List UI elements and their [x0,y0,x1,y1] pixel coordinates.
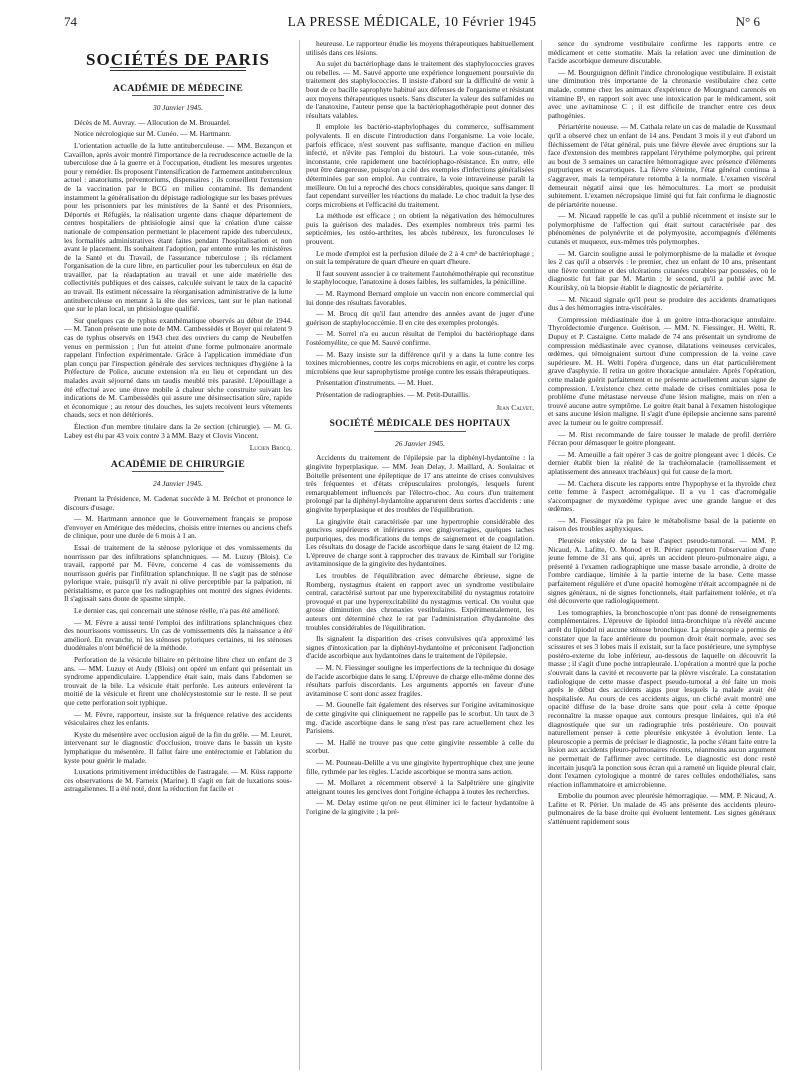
column-2 [306,40,534,1070]
paragraph: — M. Brocq dit qu'il faut attendre des années avant de juger d'une guérison de staphylococcémie. Il en cite des exemples prolongés. [306,309,534,327]
page-number: 74 [64,14,77,29]
paragraph: Ils signalent la disparition des crises convulsives qu'a approximé les signes d'intoxication par la diphényl-hydantoïne et préconisent l'adjonction d'acide ascorbique aux hydantoïnes dans le traitement de l'épilepsie. [306,634,534,661]
paragraph: — M. Bazy insiste sur la différence qu'il y a dans la lutte contre les toxines microbiennes, contre les corps microbiens en agir, et contre les corps microbiens que leur saprophytisme protège contre les essais thérapeutiques. [306,349,534,376]
paragraph: Embolie du poumon avec pleurésie hémorragique. — MM. P. Nicaud, A. Lafitte et R. Périer. Un malade de 45 ans présente des accidents pleuro-pulmonaires de la base droite qui évoluent lentement. Les signes généraux s'atténuent rapidement sous [548,791,776,827]
paragraph: — M. Hartmann annonce que le Gouvernement français se propose d'envoyer en Amérique des médecins, choisis entre internes ou anciens chefs de clinique, pour une durée de 6 mois à 1 an. [64,514,292,541]
paragraph: Pleurésie enkystée de la base d'aspect pseudo-tumoral. — MM. P. Nicaud, A. Lafitte, O. Monod et R. Périer rapportent l'observation d'une jeune femme de 31 ans qui, après un accident pleuro-pulmonaire aigu, a présenté à l'examen radiographique une masse basale arrondie, à droite de l'ombre cardiaque, limitée à la partie interne de la base. Cette masse parfaitement régulière et d'une opacité homogène n'était accompagnée ni de signes généraux, ni de signes fonctionnels, était parfaitement tolérée, et n'a été découverte que radiologiquement. [548,536,776,606]
paragraph: sence du syndrome vestibulaire confirme les rapports entre ce médicament et cette stomatite. Mais la relation avec une diminution de l'acide ascorbique demeure discutable. [548,40,776,66]
paragraph: — M. Cachera discute les rapports entre l'hypophyse et la thyroïde chez cette femme à l'aspect acromégalique. Il a vu 1 cas d'acromégalie s'accompagner de myxœdème typique avec une grande langue et des œdèmes. [548,478,776,514]
column-1 [64,40,292,1070]
column-divider [299,40,300,1070]
section-title-smh: SOCIÉTÉ MÉDICALE DES HOPITAUX [329,418,511,430]
paragraph: Kyste du mésentère avec occlusion aiguë de la fin du grêle. — M. Leuret, intervenant sur le diagnostic d'occlusion, trouve dans le bassin un kyste lymphatique du mésentère. Il fallut faire une entérectomie et l'ablation du kyste pour guérir le malade. [64,729,292,765]
session-date: 30 Janvier 1945. [153,103,203,113]
paragraph: Élection d'un membre titulaire dans la 2e section (chirurgie). — M. G. Labey est élu par 43 voix contre 3 à MM. Bazy et Clovis Vincent. [64,421,292,440]
paragraph: Sur quelques cas de typhus exanthématique observés au début de 1944. — M. Tanon présente une note de MM. Cambessèdès et Boyer qui relatent 9 cas de typhus observés en 1943 chez des ouvriers du camp de Neubelfen venus en permission ; l'un fut atteint d'une forme pulmonaire anormale rappelant l'infection expérimentale. Grâce à l'application immédiate d'un plan conçu par l'inspection générale des services techniques d'hygiène à la Préfecture de Police, aucune extension n'a eu lieu et cependant un des malades avait séjourné dans un taudis meublé très parasité. L'épouillage a été effectué avec une étuve mobile à chaleur sèche construite suivant les indications de M. Cambessèdès qui assure une désinsectisation sûre, rapide et économique ; au retour des douches, les sujets recoivent leurs vêtements chauds, secs et non détériorés. [64,315,292,420]
paragraph: — M. Hallé ne trouve pas que cette gingivite ressemble à celle du scorbut. [306,737,534,756]
paragraph: — M. Delay estime qu'on ne peut éliminer ici le facteur hydantoïne à l'origine de la gingivite ; la pré- [306,798,534,816]
paragraph: Présentation de radiographies. — M. Petit-Dutaillis. [316,389,470,399]
paragraph: Prenant la Présidence, M. Cadenat succède à M. Bréchot et prononce le discours d'usage. [64,493,292,512]
paragraph: — M. Fèvre, rapporteur, insiste sur la fréquence relative des accidents vésiculaires chez les enfants. [64,709,292,728]
paragraph: Luxations primitivement irréductibles de l'astragale. — M. Küss rapporte ces observations de M. Farneix (Marine). Il s'agit en fait de luxations sous-astragaliennes. Il a été noté, dont la réduction fut facile et [64,767,292,794]
main-title: SOCIÉTÉS DE PARIS [86,50,270,69]
paragraph: — M. Pouneau-Delille a vu une gingivite hypertrophique chez une jeune fille, rythmée par les règles. L'acide ascorbique se montra sans action. [306,757,534,776]
session-date: 24 Janvier 1945. [153,479,203,489]
signature: Lucien Brocq. [249,443,292,453]
paragraph: Compression médiastinale due à un goitre intra-thoracique annulaire. Thyroïdectomie d'urgence. Guérison. — MM. N. Fiessinger, H. Welti, R. Dupuy et P. Castaigne. Cette malade de 74 ans présentait un syndrome de compression médiastinale avec cyanose, dilatations veineuses cervicales, œdèmes, qui témoignaient surtout d'une compression de la veine cave supérieure. M. H. Welti l'opéra d'urgence, dans un état particulièrement grave d'asphyxie. Il retira un goitre thoracique annulaire. Après l'opération, cette malade guérit parfaitement et ne présente actuellement aucun signe de compression. L'existence chez cette malade de crises comitiales posa le problème d'une métastase nerveuse d'une lésion maligne, mais on n'en a trouvé aucune autre symptôme. Le goitre était banal à l'examen histologique et sans aucune lésion maligne. Il s'agit d'une épilepsie ancienne sans parenté avec la tumeur ou le goitre compressif. [548,314,776,427]
paragraph: — M. Bourguignon définit l'indice chronologique vestibulaire. Il existait une diminution très importante de la chronaxie vestibulaire chez cette malade, comme chez les animaux d'expérience de Mourgnand carencés en vitamine B¹, en rapport soit avec une intoxication par le médicament, soit avec une avitaminose C ; il est difficile de trancher entre ces deux pathogénies. [548,67,776,120]
paragraph: La gingivite était caractérisée par une hypertrophie considérable des gencives supérieures et inférieures avec gingivorragies, quelques taches purpuriques, des modifications du temps de saignement et de coagulation. Les résultats du dosage de l'acide ascorbique dans le sang étaient de 12 mg. L'épreuve de charge sont à rapprocher des travaux de Kimball sur l'origine avitaminosique de la gingivite des hydantoïnes. [306,516,534,569]
section-title-academie-chirurgie: ACADÉMIE DE CHIRURGIE [110,458,246,470]
paragraph: — M. Raymond Bernard emploie un vaccin non encore commercial qui lui donne des résultats favorables. [306,289,534,307]
session-date: 26 Janvier 1945. [395,438,445,448]
paragraph: — M. Garcin souligne aussi le polymorphisme de la maladie et évoque les 2 cas qu'il a observés : le premier, chez un enfant de 10 ans, présentant une fièvre continue et des ulcérations cutanées curables par poussées, où le diagnostic fut fait par M. Martin ; le second, qu'il a publié avec M. Kourilsky, où la biopsie établit le diagnostic de périartérite. [548,248,776,293]
paragraph: heureuse. Le rapporteur étudie les moyens thérapeutiques habituellement utilisés dans ces lésions. [306,40,534,57]
paragraph: — M. Nicaud signale qu'il peut se produire des accidents dramatiques dus à des hémorragies intra-viscérales. [548,294,776,313]
paragraph: Perforation de la vésicule biliaire en péritoine libre chez un enfant de 3 ans. — MM. Luzuy et Audy (Blois) ont opéré un enfant qui présentait un syndrome appendiculaire. L'appendice était sain, mais dans l'abdomen se trouvait de la bile. La vésicule était perforée. Les auteurs enlevèrent la moitié de la vésicule et firent une cholécystostomie sur le reste. Il se peut que cette perforation soit typhique. [64,655,292,707]
paragraph: Le mode d'emploi est la perfusion diluée de 2 à 4 cm³ de bactériophage ; on suit la température de quart d'heure en quart d'heure. [306,248,534,267]
paragraph: — M. Ameuille a fait opérer 3 cas de goitre plongeant avec 1 décès. Ce dernier établit bien la réalité de la trachéomalacie (ramollissement et aplatissement des anneaux trachéaux) qui fut cause de la mort. [548,449,776,476]
paragraph: Le dernier cas, qui concernait une sténose réelle, n'a pas été amélioré. [74,606,280,616]
section-rule [374,431,465,432]
paragraph: La méthode est efficace ; on obtient la négativation des hémocultures puis la guérison des malades. Des exemples nombreux très parmi les septicémies, les ostéo-arthrites, les abcès tubéreux, les furonculoses le prouvent. [306,211,534,247]
paragraph: Il faut souvent associer à ce traitement l'autohémothérapie qui reconstitue le staphylocoque, l'anatoxine à doses faibles, les sulfamides, la pénicilline. [306,268,534,287]
paragraph: Notice nécrologique sur M. Cunéo. — M. Hartmann. [74,129,232,139]
paragraph: — M. Rist recommande de faire tousser le malade de profil derrière l'écran pour démasquer le goitre plongeant. [548,429,776,448]
section-title-academie-medecine: ACADÉMIE DE MÉDECINE [112,82,244,94]
paragraph: Il emploie les bactério-staphylophages du commerce, suffisamment polyvalents. Il en discute l'introduction dans l'organisme. La voie locale, parfois efficace, n'est souvent pas suffisante, manque d'action en milieu infecté, et n'évite pas l'emploi du bistouri. La voie sous-cutanée, très inconstante, crée rapidement une bactériophago-résistance. En outre, elle peut être dangereuse, puisqu'on a cité des exemples d'infections généralisées déterminées par son emploi. Au contraire, la voie intraveineuse paraît la meilleure. On lui a reproché des chocs considérables, quoique sans danger. Il faut cependant surveiller les réactions du malade. Le choc traduit la lyse des corps microbiens et l'efficacité du traitement. [306,122,534,209]
section-rule [132,471,223,472]
article-columns [64,40,776,1070]
paragraph: — M. Nicaud rappelle le cas qu'il a publié récemment et insiste sur le polymorphisme de l'affection qui était surtout caractérisée par des phénomènes de polynévrite et de polymyosite, accompagnés d'éléments cutanés et muqueux, eux-mêmes très polymorphes. [548,211,776,247]
paragraph: Essai de traitement de la sténose pylorique et des vomissements du nourrisson par des infiltrations splanchniques. — M. Luzuy (Blois). Ce travail, rapporté par M. Fèvre, concerne 4 cas de vomissements du nourrisson guéris par l'infiltration splanchnique. Il ne s'agit pas de sténose pylorique vraie, puisqu'il n'y avait ni olive perceptible par la palpation, ni péristaltisme, et parce que les radiographies ont montré des signes évidents. Il s'agissait sans doute de spasme simple. [64,542,292,604]
publication-title: LA PRESSE MÉDICALE, 10 Février 1945 [287,14,537,29]
column-divider [541,40,542,1070]
paragraph: Les troubles de l'équilibration avec démarche ébrieuse, signe de Romberg, nystagmus étaient en rapport avec un syndrome vestibulaire central, caractérisé surtout par une hyperexcitabilité du nystagmus rotatoire provoqué et par une hyperexcitabilité du nystagmus vertical. On voulut que grosse diminution des chronaxies vestibulaires. Expérimentalement, les auteurs ont déterminé chez le rat par l'administration d'hydantoïne des troubles considérables de l'équilibration. [306,571,534,632]
paragraph: L'orientation actuelle de la lutte antituberculeuse. — MM. Bezançon et Cavaillon, après avoir montré l'importance de la recrudescence actuelle de la tuberculose due à la guerre et à l'occupation, étudient les mesures urgentes pour y remédier. Ils proposent l'intensification de l'armement antituberculeux actuel : anatoriums, préventoriums, dispensaires ; ils conseillent l'extension de la vaccination par le BCG en milieu contaminé. Ils demandent instamment la généralisation du dépistage radiologique sur les bases prévues pour les prisonniers par les ministères de la Santé et des Prisonniers, Déportés et Réfugiés, la réalisation urgente dans chaque département de centres hospitaliers de phtisiologie ainsi que la création d'une caisse nationale de compensation permettant le placement rapide des tuberculeux, les formalités administratives étant faites pendant l'hospitalisation et non avant le placement. Ils souhaitent l'adoption, par entente entre les ministères de la Santé et du Travail, de l'assurance tuberculose ; ils réclament l'organisation de la cure libre, en particulier pour les tuberculeux en état de travailler, par la réadaptation au travail et une aide matérielle des collectivités publiques et des caisses, calculée suivant le taux de la capacité au travail. Ils estiment nécessaire la réorganisation administrative de la lutte antituberculeuse en mettant à la tête des services, tant sur le plan national que sur le plan local, un phtisiologue qualifié. [64,140,292,314]
paragraph: Au sujet du bactériophage dans le traitement des staphylococcies graves ou rebelles. — M. Sauvé apporte une expérience longuement poursuivie du traitement des staphylococcies. Il insiste d'abord sur la difficulté de venir à bout de ce bacille saprophyte habitué aux défenses de l'organisme et résistant aux moyens thérapeutiques usuels. Sans discuter la valeur des sulfamides ou de l'anatoxine, l'auteur pense que la bactériophagothérapie peut donner des résultats valables. [306,59,534,120]
column-3 [548,40,776,1070]
paragraph: — M. Mollaret a récemment observé à la Salpêtrière une gingivite atteignant toutes les gencives dont l'origine échappa à toutes les recherches. [306,778,534,796]
paragraph: — M. N. Fiessinger souligne les imperfections de la technique du dosage de l'acide ascorbique dans le sang. L'épreuve de charge elle-même donne des résultats parfois discordants. Les arguments apportés en faveur d'une avitaminose C sont donc assez fragiles. [306,663,534,698]
paragraph: Accidents du traitement de l'épilepsie par la diphényl-hydantoïne : la gingivite hyperplasique. — MM. Jean Delay, J. Maillard, A. Soulairac et Boitelle présentent une épileptique de 17 ans atteinte de crises convulsives très fréquentes et d'états crépusculaires prolongés, lesquels furent remarquablement influencés par l'électro-choc. Au cours d'un traitement prolongé par la diphényl-hydantoïne apparurent deux sortes d'accidents : une gingivite hyperplasique et des troubles de l'équilibration. [306,453,534,514]
issue-number: N° 6 [735,14,760,29]
paragraph: Les tomographies, la bronchoscopie n'ont pas donné de renseignements complémentaires. L'épreuve de lipiodol intra-bronchique n'a révélé aucune arrêt du lipiodol ni aucune sténose bronchique. La pleuroscopie a permis de constater que la face antérieure du poumon droit était normale, avec ses scissures et ses 3 lobes mais il existait, sur la face postérieure, une symphyse postéro-externe du lobe inférieur, au-dessous de laquelle on découvrit la masse ; il s'agit d'une poche intrapleurale. L'opération a montré que la poche s'ouvrait dans la cavité et recouverte par la plèvre viscérale. La constatation radiologique de cette masse d'aspect pseudo-tumoral a été faite un mois après le début des accidents aigus pour lesquels la malade avait été hospitalisée. Au cours de ces accidents aigus, un cliché avait montré une opacité diffuse de la base droite sans que pour cela à cette époque reconnaître la masse opaque aux contours presque linéaires, qui n'a été diagnostiquée que sur un radiographie très postérieure. On pouvait naturellement penser à cette pleurésie enkystée à évolution lente. La pleuroscopie a permis de préciser le diagnostic, la poche s'étant faite entre la lésion aux accidents pleuro-pulmonaires récents, néanmoins aucun argument ne permettait de l'affirmer avec certitude. Le diagnostic est donc resté incertain jusqu'à la ponction sous écran qui a ramené un liquide pleural clair, dont l'examen cytologique a montré de rares cellules endothéliales, sans réaction inflammatoire et amicrobienne. [548,607,776,789]
paragraph: — M. Fiessinger n'a pu faire le métabolisme basal de la patiente en raison des troubles asphyxiques. [548,515,776,534]
signature: Jean Calvet. [496,402,534,412]
paragraph: — M. Sorrel n'a eu aucun résultat de l'emploi du bactériophage dans l'ostéomyélite, ce que M. Sauvé confirme. [306,329,534,347]
paragraph: — M. Fèvre a aussi tenté l'emploi des infiltrations splanchniques chez des nourrissons vomisseurs. Un cas de vomissements dès la naissance a été amélioré. En revanche, ni les sténoses pyloriques certaines, ni les sténoses duodénales n'ont bénéficié de la méthode. [64,617,292,653]
paragraph: — M. Gounelle fait également des réserves sur l'origine avitaminosique de cette gingivite qui cliniquement ne rappelle pas le scorbut. Un taux de 3 mg. d'acide ascorbique dans le sang n'est pas rare actuellement chez les Parisiens. [306,700,534,736]
paragraph: Présentation d'instruments. — M. Huet. [316,378,434,388]
paragraph: Décès de M. Auvray. — Allocution de M. Brouardel. [74,117,231,127]
section-rule [132,95,223,96]
page-header [64,14,760,34]
paragraph: Périartérite noueuse. — M. Cathala relate un cas de maladie de Kussmaul qu'il a observé chez un enfant de 14 ans. Pendant 3 mois il y eut d'abord un fléchissement de l'état général, puis une fièvre élevée avec éruptions sur la face d'extension des membres rappelant l'érythème polymorphe, qui prirent au bout de 3 semaines un caractère hémorragique avec présence d'éléments purpuriques et escarrotiques. La fièvre s'éteinte, l'état général continua à s'aggraver, mais la température retomba à la normale. L'examen viscéral demeurait négatif ainsi que les hémocultures. La mort se produisit subitement. L'examen nécropsique limité qui fut fait confirma le diagnostic de périartérite noueuse. [548,122,776,209]
